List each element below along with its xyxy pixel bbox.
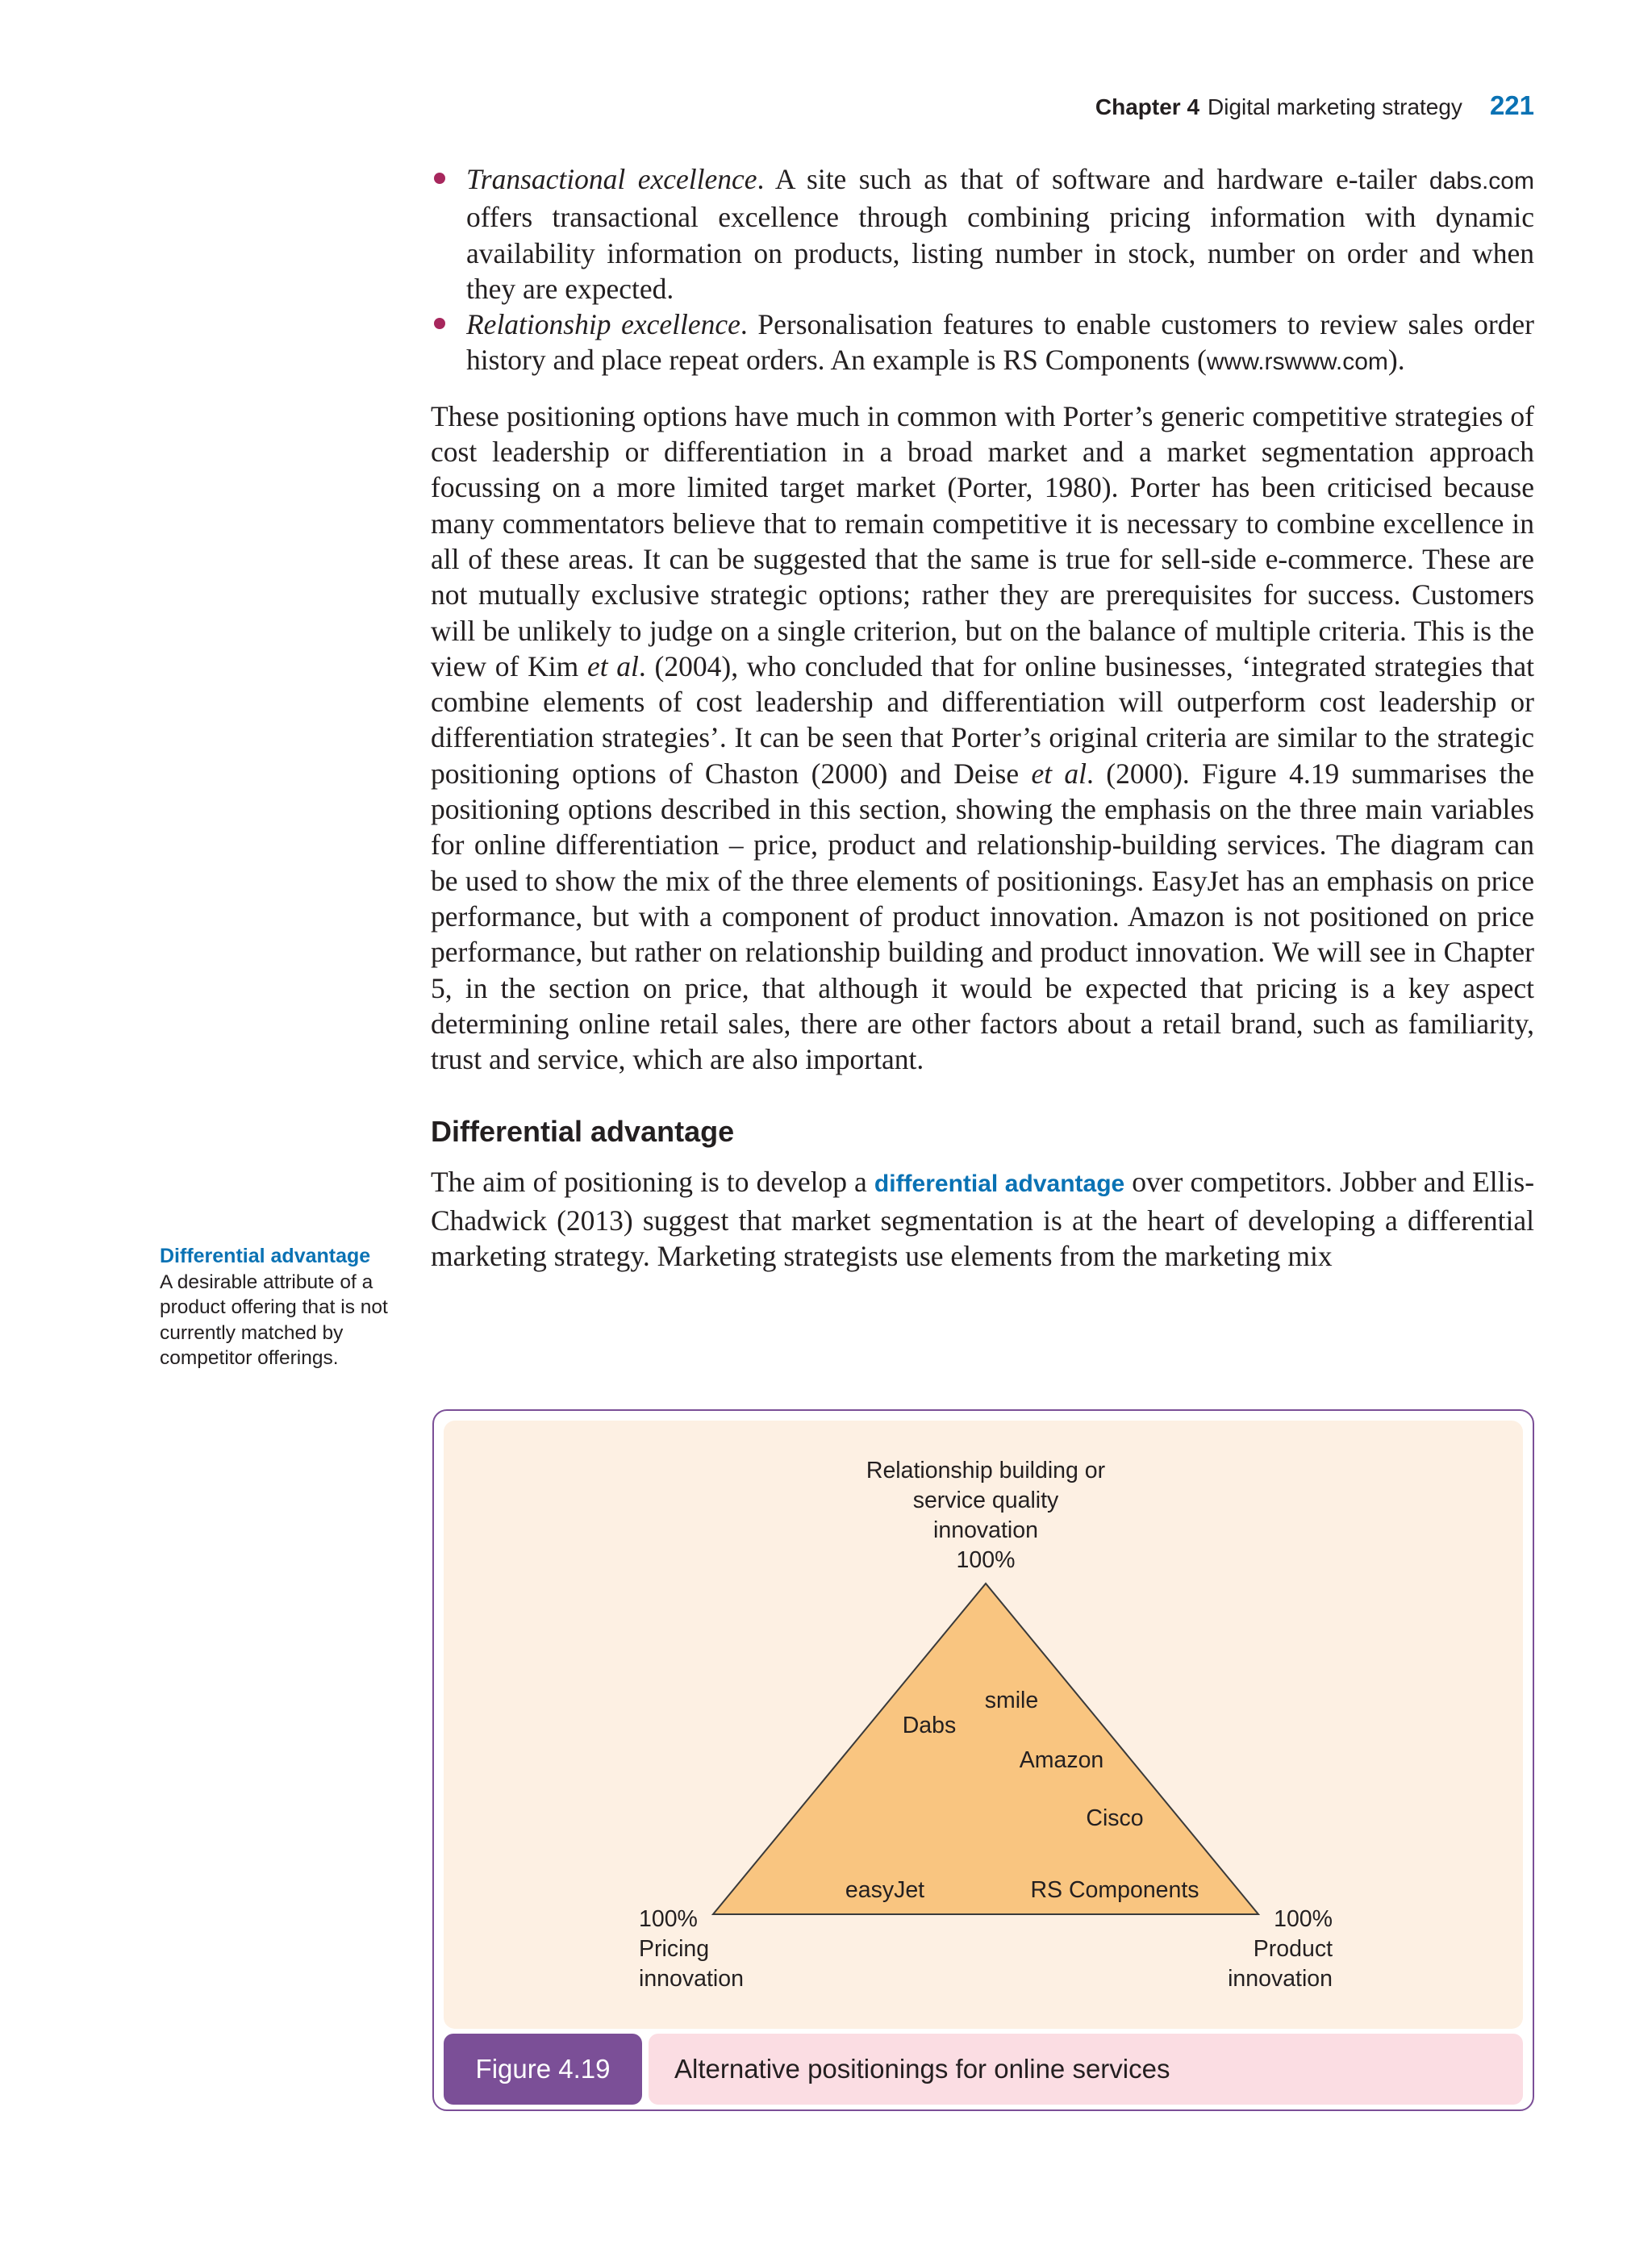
top-vertex-percent: 100% (956, 1547, 1016, 1573)
key-term: differential advantage (874, 1170, 1125, 1198)
right-vertex-percent: 100% (1274, 1906, 1333, 1932)
glossary-term: Differential advantage (160, 1245, 371, 1267)
main-column (431, 161, 1534, 1274)
right-vertex-line-1: Product (1253, 1936, 1333, 1962)
url-link[interactable]: www.rswww.com (1206, 348, 1388, 376)
top-vertex-line-3: innovation (933, 1517, 1038, 1543)
url-link[interactable]: dabs.com (1429, 168, 1534, 194)
company-rs-components: RS Components (1030, 1877, 1199, 1903)
company-dabs: Dabs (902, 1713, 957, 1738)
section-heading: Differential advantage (431, 1115, 735, 1149)
bullet-dot (434, 318, 445, 329)
company-amazon: Amazon (1019, 1747, 1104, 1773)
left-vertex-line-1: Pricing (639, 1936, 710, 1962)
figure-number-label: Figure 4.19 (444, 2034, 642, 2105)
bullet-item-relationship: Relationship excellence. Personalisation features to enable customers to review sales order history and place repeat orders. An example is RS Components (www.rswww.com). (431, 307, 1534, 381)
left-vertex-percent: 100% (639, 1906, 698, 1932)
top-vertex-line-2: service quality (912, 1488, 1059, 1513)
bullet-lead: Relationship excellence (466, 308, 740, 341)
glossary-definition: A desirable attribute of a product offering that is not currently matched by competitor offerings. (160, 1271, 388, 1369)
top-vertex-line-1: Relationship building or (866, 1458, 1106, 1483)
section-paragraph: The aim of positioning is to develop a differential advantage over competitors. Jobber and Ellis-Chadwick (2013) suggest that market segmentation is at the heart of developing a differential marketing strategy. Marketing strategists use elements from the marketing mix (431, 1166, 1535, 1273)
figure-caption: Alternative positionings for online services (649, 2034, 1523, 2105)
body-paragraph: These positioning options have much in common with Porter’s generic competitive strategies of cost leadership or differentiation in a broad market and a market segmentation approach focussing on a more limited target market (Porter, 1980). Porter has been criticised because many commentators believe that to remain competitive it is necessary to combine excellence in all of these areas. It can be suggested that the same is true for sell-side e-commerce. These are not mutually exclusive strategic options; rather they are prerequisites for success. Customers will be unlikely to judge on a single criterion, but on the balance of multiple criteria. This is the view of Kim et al. (2004), who concluded that for online businesses, ‘integrated strategies that combine elements of cost leadership and differentiation will outperform cost leadership or differentiation strategies’. It can be seen that Porter’s original criteria are similar to the strategic positioning options of Chaston (2000) and Deise et al. (2000). Figure 4.19 summarises the positioning options described in this section, showing the emphasis on the three main variables for online differentiation – price, product and relationship-building services. The diagram can be used to show the mix of the three elements of positionings. EasyJet has an emphasis on price performance, but with a component of product innovation. Amazon is not positioned on price performance, but rather on relationship building and product innovation. We will see in Chapter 5, in the section on price, that although it would be expected that pricing is a key aspect determining online retail sales, there are other factors about a retail brand, such as familiarity, trust and service, which are also important. (431, 399, 1534, 1076)
positioning-triangle-diagram (434, 1411, 1536, 2032)
chapter-number: Chapter 4 (1095, 94, 1200, 119)
page-number: 221 (1489, 90, 1534, 120)
running-head (726, 90, 1534, 121)
positioning-triangle (713, 1584, 1258, 1914)
company-cisco: Cisco (1086, 1805, 1144, 1831)
margin-glossary-note (160, 1244, 394, 1371)
bullet-list (431, 161, 1534, 381)
company-easyjet: easyJet (845, 1877, 925, 1903)
bullet-dot (434, 173, 445, 184)
chapter-title: Digital marketing strategy (1208, 94, 1462, 119)
bullet-lead: Transactional excellence (466, 163, 757, 195)
right-vertex-line-2: innovation (1228, 1966, 1333, 1992)
figure-box (432, 1409, 1534, 2111)
company-smile: smile (984, 1688, 1039, 1713)
left-vertex-line-2: innovation (639, 1966, 744, 1992)
bullet-item-transactional: Transactional excellence. A site such as that of software and hardware e-tailer dabs.com offers transactional excellence through combining pricing information with dynamic availability information on products, listing number in stock, number on order and when they are expected. (431, 161, 1534, 307)
